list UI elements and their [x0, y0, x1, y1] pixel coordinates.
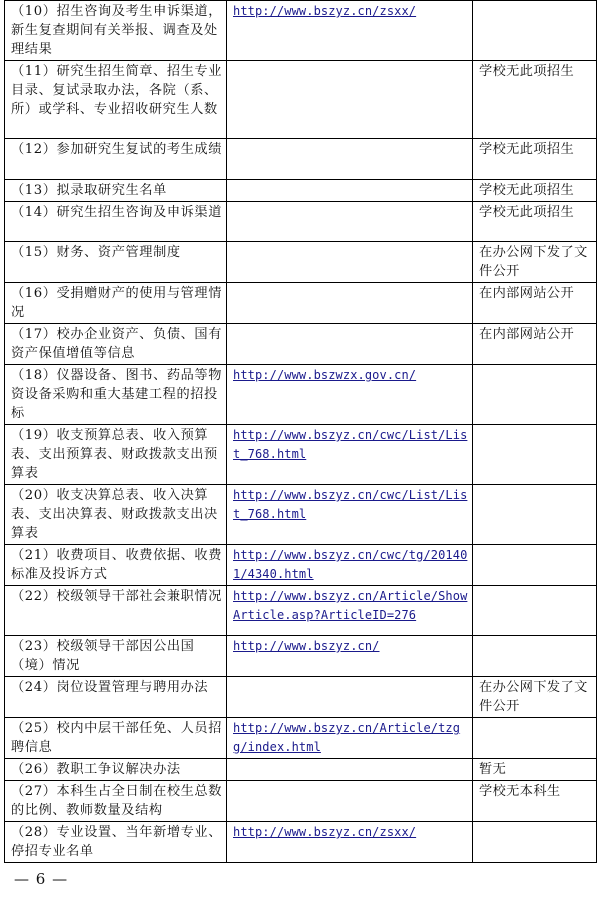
- link[interactable]: http://www.bszwzx.gov.cn/: [233, 368, 417, 382]
- item-cell: （15）财务、资产管理制度: [5, 242, 227, 283]
- table-row: [5, 242, 597, 283]
- table-row: [5, 425, 597, 485]
- link-cell: [227, 586, 473, 636]
- link[interactable]: http://www.bszyz.cn/zsxx/: [233, 825, 417, 839]
- note-cell: [473, 822, 597, 863]
- link[interactable]: http://www.bszyz.cn/cwc/List/List_768.html: [233, 488, 468, 521]
- table-row: [5, 718, 597, 759]
- item-cell: （20）收支决算总表、收入决算表、支出决算表、财政拨款支出决算表: [5, 485, 227, 545]
- disclosure-table: [4, 0, 597, 863]
- note-cell: 学校无此项招生: [473, 61, 597, 139]
- note-cell: 暂无: [473, 759, 597, 781]
- item-cell: （12）参加研究生复试的考生成绩: [5, 139, 227, 180]
- table-row: [5, 677, 597, 718]
- item-cell: （28）专业设置、当年新增专业、停招专业名单: [5, 822, 227, 863]
- link-cell: [227, 545, 473, 586]
- note-cell: 在办公网下发了文件公开: [473, 677, 597, 718]
- link[interactable]: http://www.bszyz.cn/Article/ShowArticle.asp?ArticleID=276: [233, 589, 468, 622]
- link-cell: [227, 202, 473, 242]
- link[interactable]: http://www.bszyz.cn/Article/tzgg/index.html: [233, 721, 461, 754]
- link-cell: [227, 324, 473, 365]
- table-row: [5, 365, 597, 425]
- item-cell: （13）拟录取研究生名单: [5, 180, 227, 202]
- link[interactable]: http://www.bszyz.cn/cwc/tg/201401/4340.html: [233, 548, 468, 581]
- note-cell: [473, 545, 597, 586]
- note-cell: 学校无此项招生: [473, 180, 597, 202]
- table-row: [5, 1, 597, 61]
- link-cell: [227, 242, 473, 283]
- item-cell: （16）受捐赠财产的使用与管理情况: [5, 283, 227, 324]
- item-cell: （14）研究生招生咨询及申诉渠道: [5, 202, 227, 242]
- note-cell: [473, 636, 597, 677]
- table-row: [5, 139, 597, 180]
- item-cell: （24）岗位设置管理与聘用办法: [5, 677, 227, 718]
- link[interactable]: http://www.bszyz.cn/: [233, 639, 380, 653]
- table-row: [5, 781, 597, 822]
- note-cell: [473, 485, 597, 545]
- link-cell: [227, 822, 473, 863]
- link-cell: [227, 139, 473, 180]
- note-cell: 学校无此项招生: [473, 202, 597, 242]
- note-cell: [473, 718, 597, 759]
- note-cell: 学校无本科生: [473, 781, 597, 822]
- item-cell: （21）收费项目、收费依据、收费标准及投诉方式: [5, 545, 227, 586]
- item-cell: （10）招生咨询及考生申诉渠道，新生复查期间有关举报、调查及处理结果: [5, 1, 227, 61]
- table-row: [5, 759, 597, 781]
- table-row: [5, 202, 597, 242]
- item-cell: （23）校级领导干部因公出国（境）情况: [5, 636, 227, 677]
- item-cell: （19）收支预算总表、收入预算表、支出预算表、财政拨款支出预算表: [5, 425, 227, 485]
- table-row: [5, 636, 597, 677]
- item-cell: （18）仪器设备、图书、药品等物资设备采购和重大基建工程的招投标: [5, 365, 227, 425]
- note-cell: [473, 1, 597, 61]
- note-cell: 在内部网站公开: [473, 324, 597, 365]
- note-cell: 学校无此项招生: [473, 139, 597, 180]
- link-cell: [227, 61, 473, 139]
- item-cell: （17）校办企业资产、负债、国有资产保值增值等信息: [5, 324, 227, 365]
- table-row: [5, 485, 597, 545]
- table-row: [5, 283, 597, 324]
- item-cell: （27）本科生占全日制在校生总数的比例、教师数量及结构: [5, 781, 227, 822]
- note-cell: [473, 425, 597, 485]
- link-cell: [227, 636, 473, 677]
- link-cell: [227, 425, 473, 485]
- link-cell: [227, 365, 473, 425]
- link-cell: [227, 485, 473, 545]
- item-cell: （22）校级领导干部社会兼职情况: [5, 586, 227, 636]
- table-row: [5, 324, 597, 365]
- link-cell: [227, 283, 473, 324]
- note-cell: [473, 365, 597, 425]
- link[interactable]: http://www.bszyz.cn/cwc/List/List_768.html: [233, 428, 468, 461]
- link-cell: [227, 718, 473, 759]
- item-cell: （26）教职工争议解决办法: [5, 759, 227, 781]
- link-cell: [227, 677, 473, 718]
- link-cell: [227, 759, 473, 781]
- table-row: [5, 61, 597, 139]
- link[interactable]: http://www.bszyz.cn/zsxx/: [233, 4, 417, 18]
- table-row: [5, 545, 597, 586]
- link-cell: [227, 1, 473, 61]
- table-row: [5, 822, 597, 863]
- page-number: — 6 —: [14, 870, 69, 888]
- link-cell: [227, 180, 473, 202]
- table-row: [5, 586, 597, 636]
- link-cell: [227, 781, 473, 822]
- item-cell: （25）校内中层干部任免、人员招聘信息: [5, 718, 227, 759]
- note-cell: [473, 586, 597, 636]
- note-cell: 在办公网下发了文件公开: [473, 242, 597, 283]
- table-row: [5, 180, 597, 202]
- item-cell: （11）研究生招生简章、招生专业目录、复试录取办法，各院（系、所）或学科、专业招收研究生人数: [5, 61, 227, 139]
- note-cell: 在内部网站公开: [473, 283, 597, 324]
